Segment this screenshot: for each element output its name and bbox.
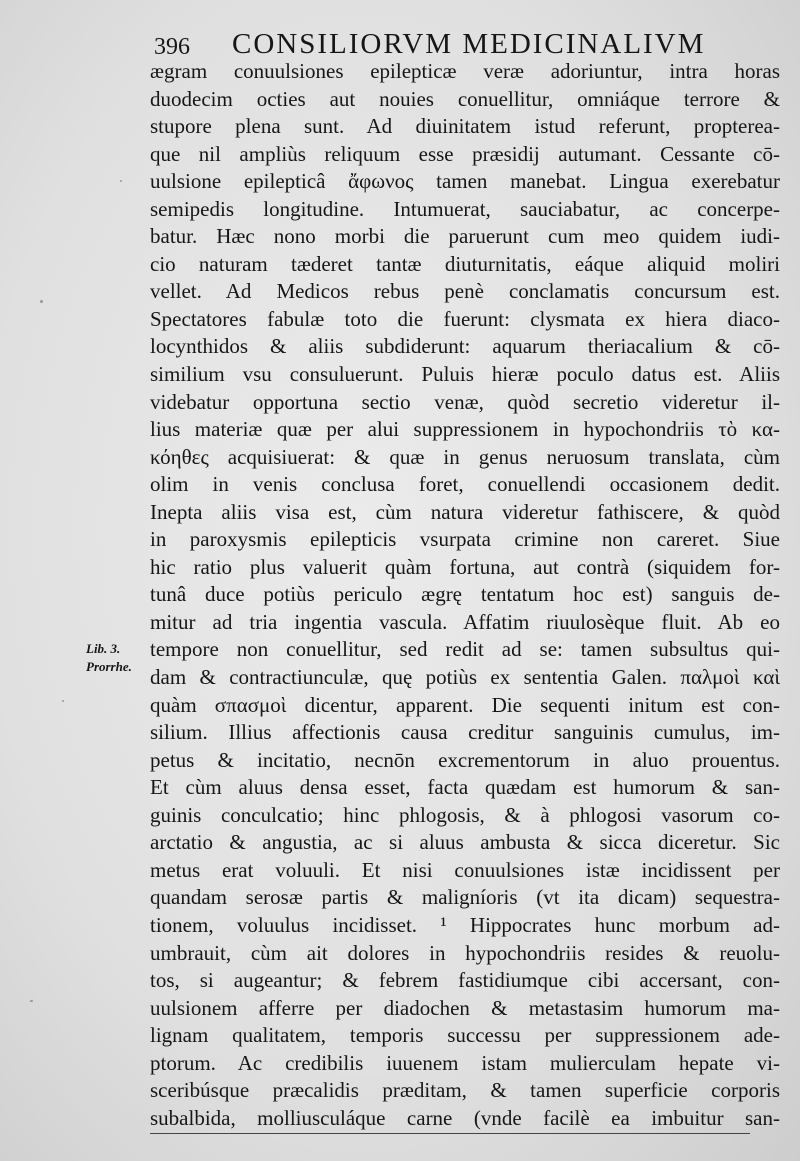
paper-speck [30,1000,33,1002]
text-line: tunâ duce potiùs periculo ægrę tentatum hoc est) sanguis de- [150,582,780,607]
text-line: quandam serosæ partis & maligníoris (vt ita dicam) sequestra- [150,885,780,910]
text-line: mitur ad tria ingentia vascula. Affatim riuulosèque fluit. Ab eo [150,609,780,634]
text-line: umbrauit, cùm ait dolores in hypochondriis resides & reuolu- [150,940,780,965]
text-line: tos, si augeantur; & febrem fastidiumque cibi accersant, con- [150,968,780,993]
text-line: metus erat voluuli. Et nisi conuulsiones istæ incidissent per [150,857,780,882]
text-line: olim in venis conclusa foret, conuellendi occasionem dedit. [150,472,780,497]
text-line: Spectatores fabulæ toto die fuerunt: clysmata ex hiera diaco- [150,306,780,331]
text-line: Inepta aliis visa est, cùm natura videretur fathiscere, & quòd [150,499,780,524]
paper-speck [40,300,43,303]
text-line: hic ratio plus valuerit quàm fortuna, aut contrà (siquidem for- [150,554,780,579]
text-line: cio naturam tæderet tantæ diuturnitatis, eáque aliquid moliri [150,251,780,276]
body-text [150,58,780,1132]
text-line: in paroxysmis epilepticis vsurpata crimine non careret. Siue [150,527,780,552]
text-line: duodecim octies aut nouies conuellitur, omniáque terrore & [150,86,780,111]
text-line: batur. Hæc nono morbi die paruerunt cum meo quidem iudi- [150,224,780,249]
text-line: quàm σπασμοὶ dicentur, apparent. Die sequenti initum est con- [150,692,780,717]
text-line: tempore non conuellitur, sed redit ad se: tamen subsultus qui- [150,637,780,662]
text-line: petus & incitatio, necnōn excrementorum in aluo prouentus. [150,747,780,772]
text-line: Et cùm aluus densa esset, facta quædam est humorum & san- [150,775,780,800]
text-line: que nil ampliùs reliquum esse præsidij autumant. Cessante cō- [150,141,780,166]
text-line: subalbida, molliusculáque carne (vnde facilè ea imbuitur san- [150,1105,780,1130]
bottom-rule [150,1133,750,1134]
text-line: silium. Illius affectionis causa creditur sanguinis cumulus, im- [150,720,780,745]
text-line: locynthidos & aliis subdiderunt: aquarum theriacalium & cō- [150,334,780,359]
paper-speck [62,700,64,702]
margin-note: Prorrhe. [86,659,132,674]
text-line: ægram conuulsiones epilepticæ veræ adoriuntur, intra horas [150,59,780,83]
text-line: lius materiæ quæ per alui suppressionem in hypochondriis τὸ κα- [150,417,780,442]
text-line: stupore plena sunt. Ad diuinitatem istud referunt, propterea- [150,114,780,139]
text-line: guinis conculcatio; hinc phlogosis, & à phlogosi vasorum co- [150,802,780,827]
text-line: sceribúsque præcalidis præditam, & tamen superficie corporis [150,1078,780,1103]
text-line: semipedis longitudine. Intumuerat, sauciabatur, ac concerpe- [150,196,780,221]
text-line: uulsione epilepticâ ἄφωνος tamen manebat. Lingua exerebatur [150,169,780,194]
margin-notes [86,640,146,676]
text-line: vellet. Ad Medicos rebus penè conclamatis concursum est. [150,279,780,304]
page-number: 396 [154,34,190,60]
margin-note: Lib. 3. [86,641,121,656]
paper-speck [120,180,122,182]
text-line: similium vsu consuluerunt. Puluis hieræ poculo datus est. Aliis [150,362,780,387]
text-line: κόηθες acquisiuerat: & quæ in genus neruosum translata, cùm [150,444,780,469]
text-line: arctatio & angustia, ac si aluus ambusta & sicca diceretur. Sic [150,830,780,855]
text-line: lignam qualitatem, temporis successu per suppressionem ade- [150,1023,780,1048]
text-line: tionem, voluulus incidisset. ¹ Hippocrates hunc morbum ad- [150,912,780,937]
text-line: ptorum. Ac credibilis iuuenem istam mulierculam hepate vi- [150,1050,780,1075]
text-line: videbatur opportuna sectio venæ, quòd secretio videretur il- [150,389,780,414]
text-line: uulsionem afferre per diadochen & metastasim humorum ma- [150,995,780,1020]
text-line: dam & contractiunculæ, quę potiùs ex sententia Galen. παλμοὶ καὶ [150,665,780,690]
running-title: CONSILIORVM MEDICINALIVM [232,28,706,60]
